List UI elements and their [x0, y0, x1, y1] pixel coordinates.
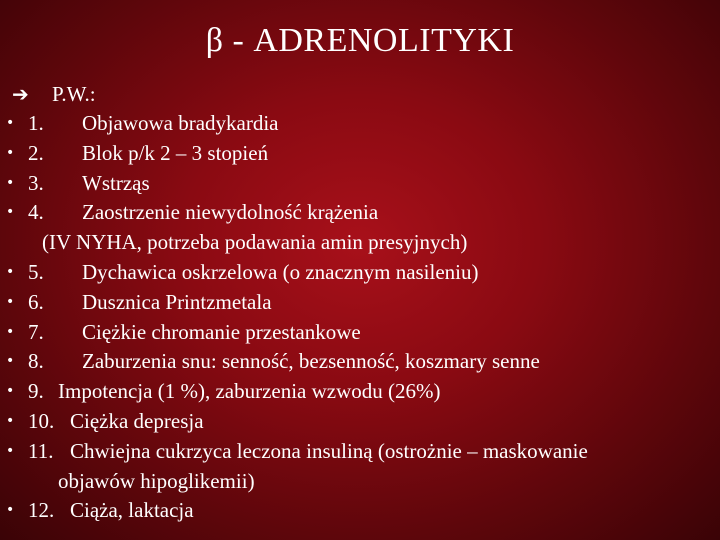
- bullet-icon: •: [6, 323, 15, 340]
- list-item: [6, 407, 706, 437]
- bullet-icon: •: [6, 204, 15, 221]
- item-text-continuation: objawów hipoglikemii): [58, 468, 255, 493]
- list-item: [6, 377, 706, 407]
- list-item: [6, 139, 706, 169]
- bullet-icon: •: [6, 412, 15, 429]
- item-number: 6.: [28, 289, 44, 314]
- item-number: 5.: [28, 259, 44, 284]
- list-item: [6, 347, 706, 377]
- item-text: Ciąża, laktacja: [70, 498, 194, 523]
- list-item: [6, 437, 706, 497]
- list-item: [6, 109, 706, 139]
- item-number: 10.: [28, 408, 55, 433]
- list-item: [6, 288, 706, 318]
- bullet-icon: •: [6, 353, 15, 370]
- item-number: 4.: [28, 200, 44, 225]
- intro-line: [12, 80, 96, 109]
- item-number: 1.: [28, 111, 44, 135]
- item-text: Objawowa bradykardia: [82, 111, 279, 135]
- item-number: 3.: [28, 170, 44, 195]
- intro-label: P.W.:: [52, 82, 96, 106]
- slide-title: β - ADRENOLITYKI: [205, 22, 515, 59]
- item-text: Zaburzenia snu: senność, bezsenność, koszmary senne: [82, 349, 540, 374]
- item-text: Impotencja (1 %), zaburzenia wzwodu (26%): [58, 379, 441, 404]
- bullet-icon: •: [6, 263, 15, 280]
- contraindication-list: [6, 109, 706, 526]
- bullet-icon: •: [6, 383, 15, 400]
- item-number: 12.: [28, 498, 55, 523]
- list-item: [6, 318, 706, 348]
- item-text: Zaostrzenie niewydolność krążenia: [82, 200, 379, 225]
- item-number: 9.: [28, 379, 44, 404]
- item-text: Dusznica Printzmetala: [82, 289, 272, 314]
- item-text: Ciężka depresja: [70, 408, 204, 433]
- bullet-icon: •: [6, 115, 15, 131]
- item-text: Dychawica oskrzelowa (o znacznym nasileniu): [82, 259, 479, 284]
- list-item: [6, 198, 706, 258]
- item-number: 11.: [28, 438, 54, 463]
- bullet-icon: •: [6, 442, 15, 459]
- list-item: [6, 169, 706, 199]
- item-number: 7.: [28, 319, 44, 344]
- item-text: Ciężkie chromanie przestankowe: [82, 319, 361, 344]
- bullet-icon: •: [6, 293, 15, 310]
- item-text-continuation: (IV NYHA, potrzeba podawania amin presyjnych): [42, 230, 468, 255]
- item-number: 2.: [28, 140, 44, 165]
- bullet-icon: •: [6, 502, 15, 519]
- list-item: [6, 496, 706, 526]
- item-text: Wstrząs: [82, 170, 150, 195]
- item-text: Blok p/k 2 – 3 stopień: [82, 140, 269, 165]
- bullet-icon: •: [6, 174, 15, 191]
- list-item: [6, 258, 706, 288]
- item-text: Chwiejna cukrzyca leczona insuliną (ostrożnie – maskowanie: [70, 438, 588, 463]
- item-number: 8.: [28, 349, 44, 374]
- bullet-icon: •: [6, 144, 15, 161]
- right-arrow-icon: ➔: [12, 82, 29, 106]
